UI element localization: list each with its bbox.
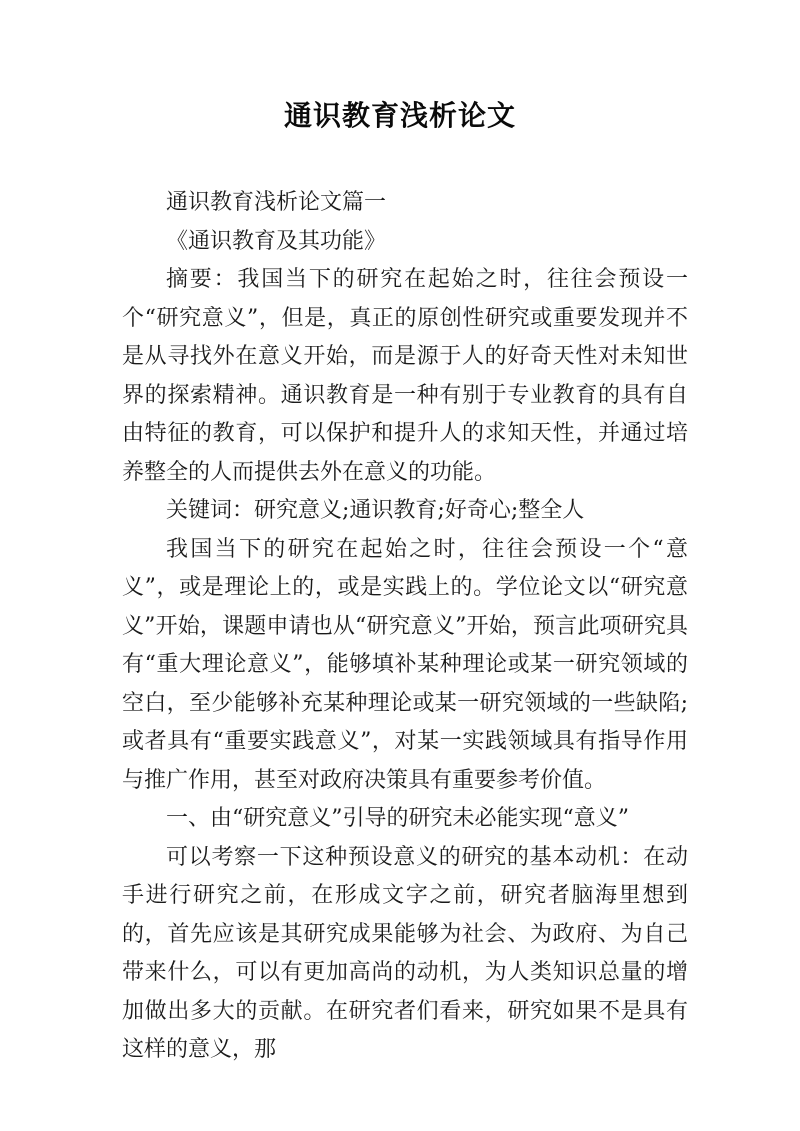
paragraph-keywords: 关键词：研究意义;通识教育;好奇心;整全人: [166, 498, 585, 523]
document-body: [122, 184, 688, 1070]
paragraph-article-title: 《通识教育及其功能》: [166, 228, 387, 254]
paragraph-subheading: 一、由“研究意义”引导的研究未必能实现“意义”: [166, 806, 629, 831]
paragraph-body: 我国当下的研究在起始之时，往往会预设一个“意义”，或是理论上的，或是实践上的。学位论文以“研究意义”开始，课题申请也从“研究意义”开始，预言此项研究具有“重大理论意义”，能够填补某种理论或某一研究领域的空白，至少能够补充某种理论或某一研究领域的一些缺陷;或者具有“重要实践意义”，对某一实践领域具有指导作用与推广作用，甚至对政府决策具有重要参考价值。: [122, 536, 688, 793]
paragraph-body: 可以考察一下这种预设意义的研究的基本动机：在动手进行研究之前，在形成文字之前，研究者脑海里想到的，首先应该是其研究成果能够为社会、为政府、为自己带来什么，可以有更加高尚的动机，为人类知识总量的增加做出多大的贡献。在研究者们看来，研究如果不是具有这样的意义，那: [122, 844, 688, 1062]
paragraph-abstract: 摘要：我国当下的研究在起始之时，往往会预设一个“研究意义”，但是，真正的原创性研究或重要发现并不是从寻找外在意义开始，而是源于人的好奇天性对未知世界的探索精神。通识教育是一种有别于专业教育的具有自由特征的教育，可以保护和提升人的求知天性，并通过培养整全的人而提供去外在意义的功能。: [122, 267, 688, 485]
paragraph-section-heading: 通识教育浅析论文篇一: [166, 190, 387, 215]
document-title: 通识教育浅析论文: [283, 99, 516, 132]
